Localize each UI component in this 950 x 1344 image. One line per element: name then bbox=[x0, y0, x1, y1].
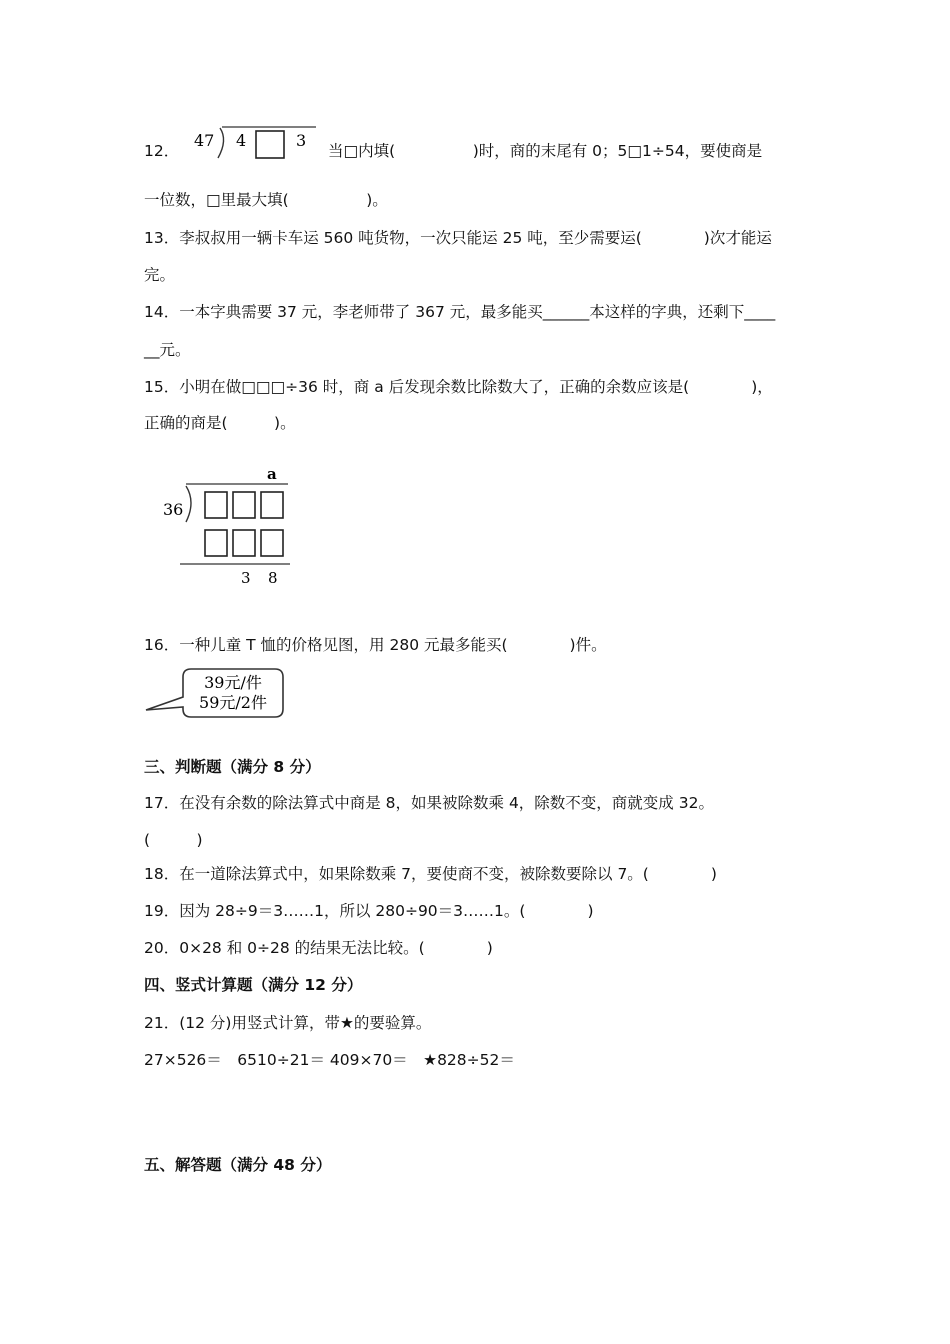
section-4-title: 四、竖式计算题（满分 12 分） bbox=[144, 976, 363, 994]
q15-box-r2-3 bbox=[261, 530, 283, 556]
q16-price-1: 39元/件 bbox=[204, 673, 262, 692]
q15-remainder-digit-2: 8 bbox=[268, 569, 278, 587]
q19-text-line1: 19．因为 28÷9＝3……1，所以 280÷90＝3……1。( ) bbox=[144, 902, 594, 920]
q12-divisor: 47 bbox=[194, 131, 215, 150]
q12-number: 12． bbox=[144, 142, 180, 160]
q16-text-line1: 16．一种儿童 T 恤的价格见图，用 280 元最多能买( )件。 bbox=[144, 636, 607, 654]
q20-text-line1: 20．0×28 和 0÷28 的结果无法比较。( ) bbox=[144, 939, 493, 957]
q17-text-line1: 17．在没有余数的除法算式中商是 8，如果被除数乘 4，除数不变，商就变成 32。 bbox=[144, 794, 714, 812]
q15-box-r1-2 bbox=[233, 492, 255, 518]
q15-text-line2: 正确的商是( )。 bbox=[144, 414, 296, 432]
q12-digit-3: 3 bbox=[296, 131, 307, 150]
q15-text-line1: 15．小明在做□□□÷36 时，商 a 后发现余数比除数大了，正确的余数应该是( )， bbox=[144, 378, 773, 396]
q15-box-r1-3 bbox=[261, 492, 283, 518]
q21-text-line2: 27×526＝ 6510÷21＝ 409×70＝ ★828÷52＝ bbox=[144, 1051, 515, 1069]
q21-text-line1: 21．(12 分)用竖式计算，带★的要验算。 bbox=[144, 1014, 432, 1032]
q17-text-line2: ( ) bbox=[144, 831, 203, 849]
q15-box-r1-1 bbox=[205, 492, 227, 518]
q15-quotient: a bbox=[267, 465, 277, 483]
q14-text-line1: 14．一本字典需要 37 元，李老师带了 367 元，最多能买______本这样的字典，还剩下____ bbox=[144, 303, 776, 321]
q16-price-bubble bbox=[143, 665, 288, 721]
q12-division-figure bbox=[190, 122, 320, 164]
q12-text-line2: 一位数，□里最大填( )。 bbox=[144, 191, 388, 209]
q14-text-line2: __元。 bbox=[144, 341, 191, 359]
q18-text-line1: 18．在一道除法算式中，如果除数乘 7，要使商不变，被除数要除以 7。( ) bbox=[144, 865, 717, 883]
section-3-title: 三、判断题（满分 8 分） bbox=[144, 758, 321, 776]
section-5-title: 五、解答题（满分 48 分） bbox=[144, 1156, 332, 1174]
q15-box-r2-2 bbox=[233, 530, 255, 556]
q13-text-line1: 13．李叔叔用一辆卡车运 560 吨货物，一次只能运 25 吨，至少需要运( )次才能运 bbox=[144, 229, 772, 247]
q16-price-2: 59元/2件 bbox=[199, 693, 267, 712]
q12-text-line1: 当□内填( )时，商的末尾有 0；5□1÷54，要使商是 bbox=[328, 142, 763, 160]
q15-box-r2-1 bbox=[205, 530, 227, 556]
q13-text-line2: 完。 bbox=[144, 266, 176, 284]
q12-blank-box bbox=[256, 131, 284, 158]
q15-remainder-digit-1: 3 bbox=[241, 569, 251, 587]
q12-digit-1: 4 bbox=[236, 131, 247, 150]
q15-divisor: 36 bbox=[163, 500, 184, 519]
q15-division-figure bbox=[160, 462, 300, 592]
